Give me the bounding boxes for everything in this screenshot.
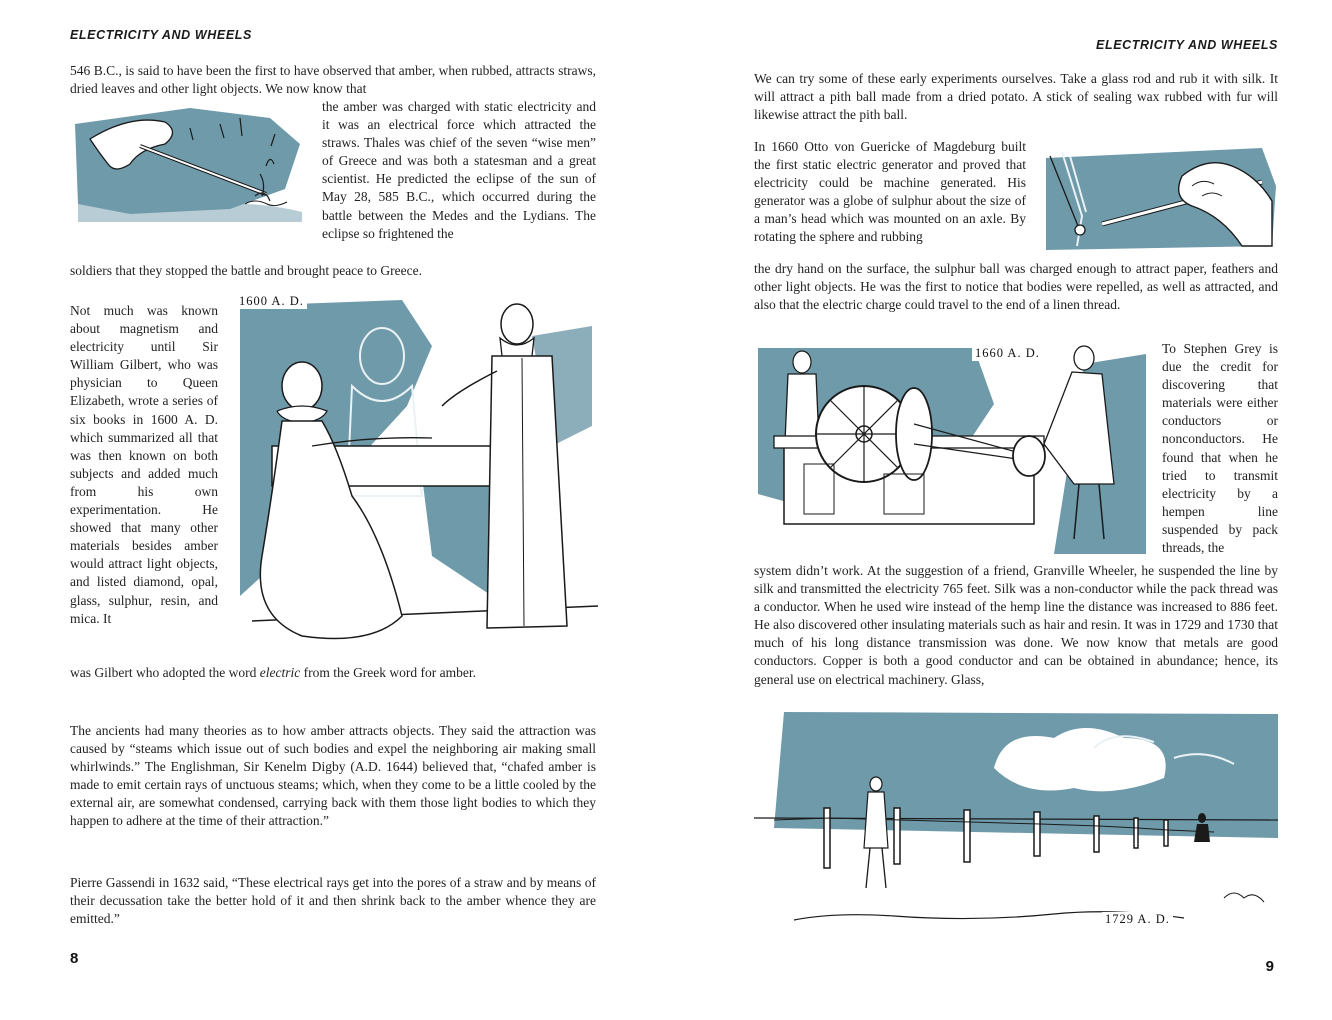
paragraph-text: We can try some of these early experiments ourselves. Take a glass rod and rub it with silk. It will attract a pith ball made from a dried potato. A stick of sealing wax rubbed with fur will likewise attract the pith ball. xyxy=(754,71,1278,123)
paragraph-grey-end xyxy=(754,562,1278,689)
paragraph-gassendi xyxy=(70,874,596,928)
paragraph-text: In 1660 Otto von Guericke of Magdeburg built the first static electric generator and proved that electricity could be machine generated. His generator was a globe of sulphur about the size of a man’s head which was mounted on an axle. By rotating the sphere and rubbing xyxy=(754,139,1026,245)
paragraph-text: Pierre Gassendi in 1632 said, “These electrical rays get into the pores of a straw and by means of their decussation take the better hold of it and then shrink back to the amber whence they are emitted.” xyxy=(70,875,596,927)
pith-ball-illustration xyxy=(1042,146,1278,252)
amber-rod-illustration xyxy=(70,104,310,222)
paragraph-gilbert-end xyxy=(70,664,596,682)
paragraph-thales-intro xyxy=(70,62,596,98)
paragraph-thales-end xyxy=(70,262,596,280)
running-head: ELECTRICITY AND WHEELS xyxy=(1096,38,1278,52)
transmission-line-illustration xyxy=(754,708,1278,930)
page-number: 9 xyxy=(1265,958,1274,975)
paragraph-thales-side xyxy=(322,98,596,243)
paragraph-guericke-end xyxy=(754,260,1278,314)
paragraph-text: The ancients had many theories as to how amber attracts objects. They said the attraction was caused by “steams which issue out of such bodies and expel the neighboring air making small whirlwinds.” The Englishman, Sir Kenelm Digby (A.D. 1644) believed that, “chafed amber is made to emit certain rays of unctuous steams; which, when they come to be a little cooled by the external air, are somewhat condensed, carrying back with them those light bodies to which they happen to adhere at the time of their attraction.” xyxy=(70,723,596,829)
generator-illustration xyxy=(754,344,1146,554)
paragraph-text: To Stephen Grey is due the credit for discovering that materials were either conductors or nonconductors. He found that when he tried to transmit electricity by a hempen line suspended by pack threads, the xyxy=(1162,341,1278,556)
paragraph-text: the amber was charged with static electricity and it was an electrical force which attracted the straws. Thales was chief of the seven “wise men” of Greece and was both a statesman and a great scientist. He predicted the eclipse of the sun of May 28, 585 B.C., which occurred during the battle between the Medes and the Lydians. The eclipse so frightened the xyxy=(322,99,596,241)
figure-caption: 1660 A. D. xyxy=(972,346,1043,361)
paragraph-text: 546 B.C., is said to have been the first to have observed that amber, when rubbed, attracts straws, dried leaves and other light objects. We now know that xyxy=(70,63,596,97)
text-span: was Gilbert who adopted the word xyxy=(70,665,260,680)
paragraph-text: soldiers that they stopped the battle and brought peace to Greece. xyxy=(70,263,423,278)
paragraph-ancient-theories xyxy=(70,722,596,831)
paragraph-text: the dry hand on the surface, the sulphur ball was charged enough to attract paper, feathers and other light objects. He was the first to notice that bodies were repelled, as well as attracted, and also that the electric charge could travel to the end of a linen thread. xyxy=(754,261,1278,313)
figure-caption: 1600 A. D. xyxy=(236,294,307,309)
text-span: from the Greek word for amber. xyxy=(300,665,477,680)
running-head: ELECTRICITY AND WHEELS xyxy=(70,28,252,42)
paragraph-grey-side xyxy=(1162,340,1278,557)
italic-word: electric xyxy=(259,665,301,680)
paragraph-text xyxy=(70,664,596,682)
paragraph-guericke-side xyxy=(754,138,1026,247)
page-number: 8 xyxy=(70,950,79,967)
paragraph-text: system didn’t work. At the suggestion of a friend, Granville Wheeler, he suspended the line by silk and transmitted the electricity 765 feet. Silk was a non-conductor while the pack thread was a conductor. When he used wire instead of the hemp line the distance was increased to 886 feet. He also discovered other insulating materials such as hair and resin. It was in 1729 and 1730 that much of his long distance transmission was done. We now know that metals are good conductors. Copper is both a good conductor and can be obtained in abundance; hence, its general use on electrical machinery. Glass, xyxy=(754,563,1278,687)
gilbert-queen-illustration xyxy=(232,296,598,660)
paragraph-gilbert-side xyxy=(70,302,218,628)
paragraph-text: Not much was known about magnetism and electricity until Sir William Gilbert, who was physician to Queen Elizabeth, wrote a series of six books in 1600 A. D. which summarized all that was then known on both subjects and added much from his own experimentation. He showed that many other materials besides amber would attract light objects, and listed diamond, opal, glass, sulphur, resin, and mica. It xyxy=(70,303,218,626)
right-page xyxy=(666,0,1332,1020)
figure-caption: 1729 A. D. xyxy=(1102,912,1173,927)
paragraph-experiments xyxy=(754,70,1278,124)
